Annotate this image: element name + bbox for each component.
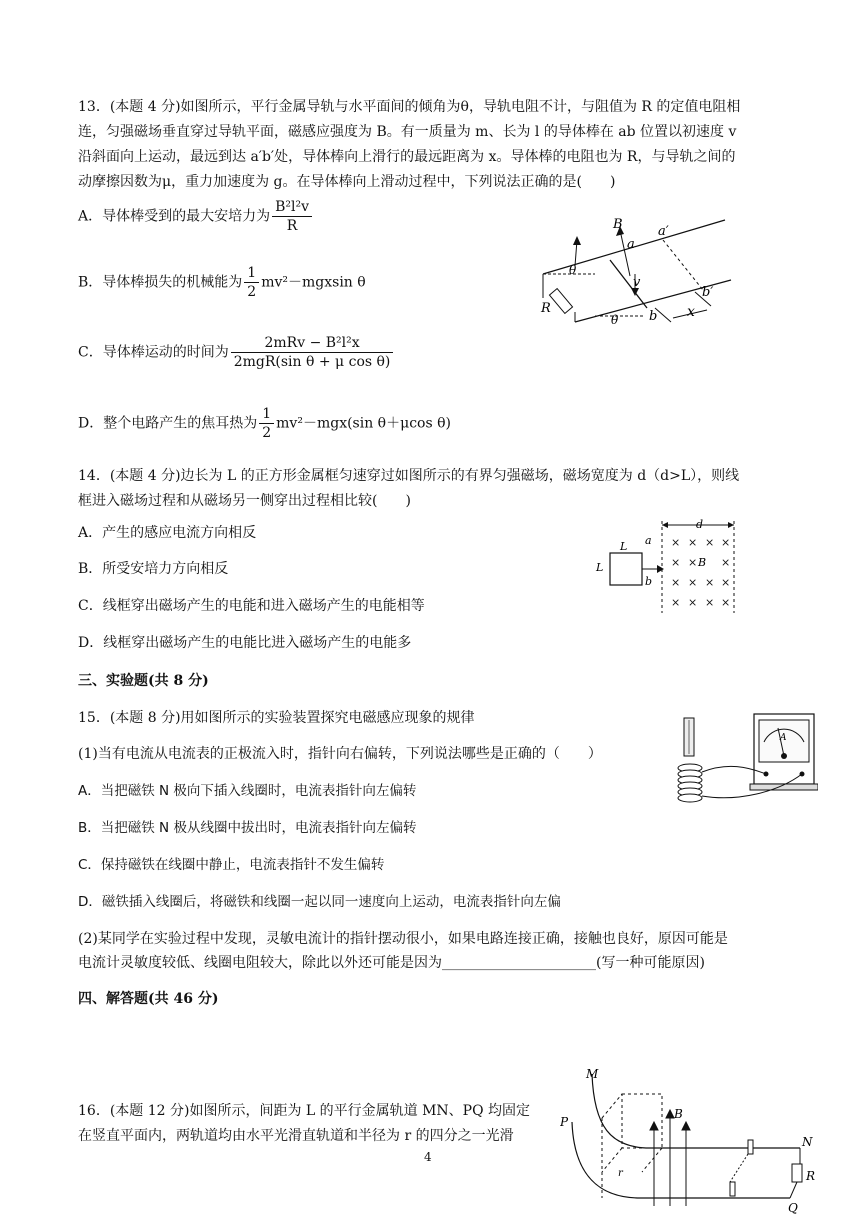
q13-fig-label-theta-bottom: θ xyxy=(611,313,619,327)
q16-fig-label-B: B xyxy=(674,1107,683,1121)
q14-option-c: C．线框穿出磁场产生的电能和进入磁场产生的电能相等 xyxy=(78,598,425,614)
svg-text:×: × xyxy=(705,596,715,609)
q14-fig-label-L-side: L xyxy=(596,561,604,574)
q13-fig-label-x: x xyxy=(687,304,695,320)
page-number: 4 xyxy=(424,1150,432,1164)
q13-option-d: D．整个电路产生的焦耳热为 $\frac{1}{2}$ mv²－mgx(sin θ＋μcos θ) xyxy=(78,406,451,441)
q13-fig-label-theta-top: θ xyxy=(569,263,577,277)
q15-sub2-line1: (2)某同学在实验过程中发现，灵敏电流计的指针摆动很小，如果电路连接正确，接触也良好，原因可能是 xyxy=(78,931,728,947)
q14-fig-label-d: d xyxy=(696,518,704,531)
q14-option-a: A．产生的感应电流方向相反 xyxy=(78,525,257,541)
q13-fig-label-a-prime: a′ xyxy=(658,224,669,239)
q16-fig-label-P: P xyxy=(560,1115,569,1129)
svg-text:A: A xyxy=(780,733,787,743)
q14-fig-label-a: a xyxy=(645,534,652,547)
q15-stem: 15．(本题 8 分)用如图所示的实验装置探究电磁感应现象的规律 xyxy=(78,710,475,726)
q13-stem-line3: 沿斜面向上运动，最远到达 a′b′处，导体棒向上滑行的最远距离为 x。导体棒的电阻也为 R，与导轨之间的 xyxy=(78,149,736,165)
svg-text:×: × xyxy=(721,556,731,569)
q14-stem-line2: 框进入磁场过程和从磁场另一侧穿出过程相比较( ) xyxy=(78,493,411,509)
svg-text:×: × xyxy=(705,536,715,549)
svg-text:×: × xyxy=(721,596,731,609)
svg-text:×: × xyxy=(671,596,681,609)
q13-fig-label-b-prime: b′ xyxy=(702,285,714,300)
q16-fig-label-N: N xyxy=(802,1135,813,1149)
q16-fig-label-r: r xyxy=(618,1168,623,1179)
svg-text:×: × xyxy=(671,556,681,569)
svg-text:×: × xyxy=(688,576,698,589)
svg-text:×: × xyxy=(721,536,731,549)
q15-option-d: D．磁铁插入线圈后，将磁铁和线圈一起以同一速度向上运动，电流表指针向左偏 xyxy=(78,894,561,910)
q16-fig-label-R: R xyxy=(806,1169,816,1183)
q15-option-a: A．当把磁铁 N 极向下插入线圈时，电流表指针向左偏转 xyxy=(78,783,417,799)
q16-stem-line1: 16．(本题 12 分)如图所示，间距为 L 的平行金属轨道 MN、PQ 均固定 xyxy=(78,1103,531,1119)
q13-option-a-fraction: $\frac{\text{B²l²v}}{R}$ xyxy=(272,198,312,235)
q16-fig-label-Q: Q xyxy=(788,1201,798,1215)
q14-stem-line1: 14．(本题 4 分)边长为 L 的正方形金属框匀速穿过如图所示的有界匀强磁场，磁场宽度为 d（d>L），则线 xyxy=(78,468,740,484)
q13-option-b: B．导体棒损失的机械能为 $\frac{1}{2}$ mv²－mgxsin θ xyxy=(78,265,366,300)
q13-figure-inclined-rails xyxy=(535,212,735,341)
q14-option-b: B．所受安培力方向相反 xyxy=(78,561,229,577)
q13-fig-label-B: B xyxy=(613,217,623,232)
q13-stem-line4: 动摩擦因数为μ，重力加速度为 g。在导体棒向上滑动过程中，下列说法正确的是( ) xyxy=(78,174,616,190)
svg-text:×: × xyxy=(721,576,731,589)
svg-text:×: × xyxy=(671,536,681,549)
q14-fig-label-L-top: L xyxy=(620,540,628,553)
q15-figure-galvanometer-coil xyxy=(668,712,818,816)
q14-fig-label-B: B xyxy=(698,556,707,569)
q13-stem-line1: 13．(本题 4 分)如图所示，平行金属导轨与水平面间的倾角为θ，导轨电阻不计，与阻值为 R 的定值电阻相 xyxy=(78,99,741,115)
q15-option-b: B．当把磁铁 N 极从线圈中拔出时，电流表指针向左偏转 xyxy=(78,820,417,836)
svg-text:×: × xyxy=(688,596,698,609)
q14-figure-magnetic-field xyxy=(590,513,750,619)
q14-fig-label-b: b xyxy=(645,575,653,588)
q13-fig-label-v: v xyxy=(633,275,641,290)
section-three-heading: 三、实验题(共 8 分) xyxy=(78,673,209,689)
q16-fig-label-M: M xyxy=(586,1067,599,1081)
q15-option-c: C．保持磁铁在线圈中静止，电流表指针不发生偏转 xyxy=(78,857,385,873)
q13-fig-label-R: R xyxy=(541,301,551,316)
q16-figure-quarter-circle-rails xyxy=(560,1066,820,1220)
q15-sub1: (1)当有电流从电流表的正极流入时，指针向右偏转，下列说法哪些是正确的（ ） xyxy=(78,746,602,762)
q16-stem-line2: 在竖直平面内，两轨道均由水平光滑直轨道和半径为 r 的四分之一光滑 xyxy=(78,1128,514,1144)
q15-sub2-line2: 电流计灵敏度较低、线圈电阻较大，除此以外还可能是因为______________________(写一种可能原因) xyxy=(78,955,705,971)
q13-option-c: C．导体棒运动的时间为 $\frac{\text{2mRv − B²l²x}}{\text{2mgR(sin θ + μ cos θ)}}$ xyxy=(78,334,778,371)
q13-stem-line2: 连，匀强磁场垂直穿过导轨平面，磁感应强度为 B。有一质量为 m、长为 l 的导体棒在 ab 位置以初速度 v xyxy=(78,124,737,140)
q14-option-d: D．线框穿出磁场产生的电能比进入磁场产生的电能多 xyxy=(78,635,412,651)
svg-text:×: × xyxy=(688,536,698,549)
q13-fig-label-b: b xyxy=(649,309,658,324)
section-four-heading: 四、解答题(共 46 分) xyxy=(78,991,219,1007)
svg-text:×: × xyxy=(671,576,681,589)
q13-option-a: A．导体棒受到的最大安培力为 $\frac{\text{B²l²v}}{R}$ xyxy=(78,198,778,235)
svg-text:×: × xyxy=(688,556,698,569)
q13-fig-label-a: a xyxy=(627,237,635,252)
svg-text:×: × xyxy=(705,576,715,589)
